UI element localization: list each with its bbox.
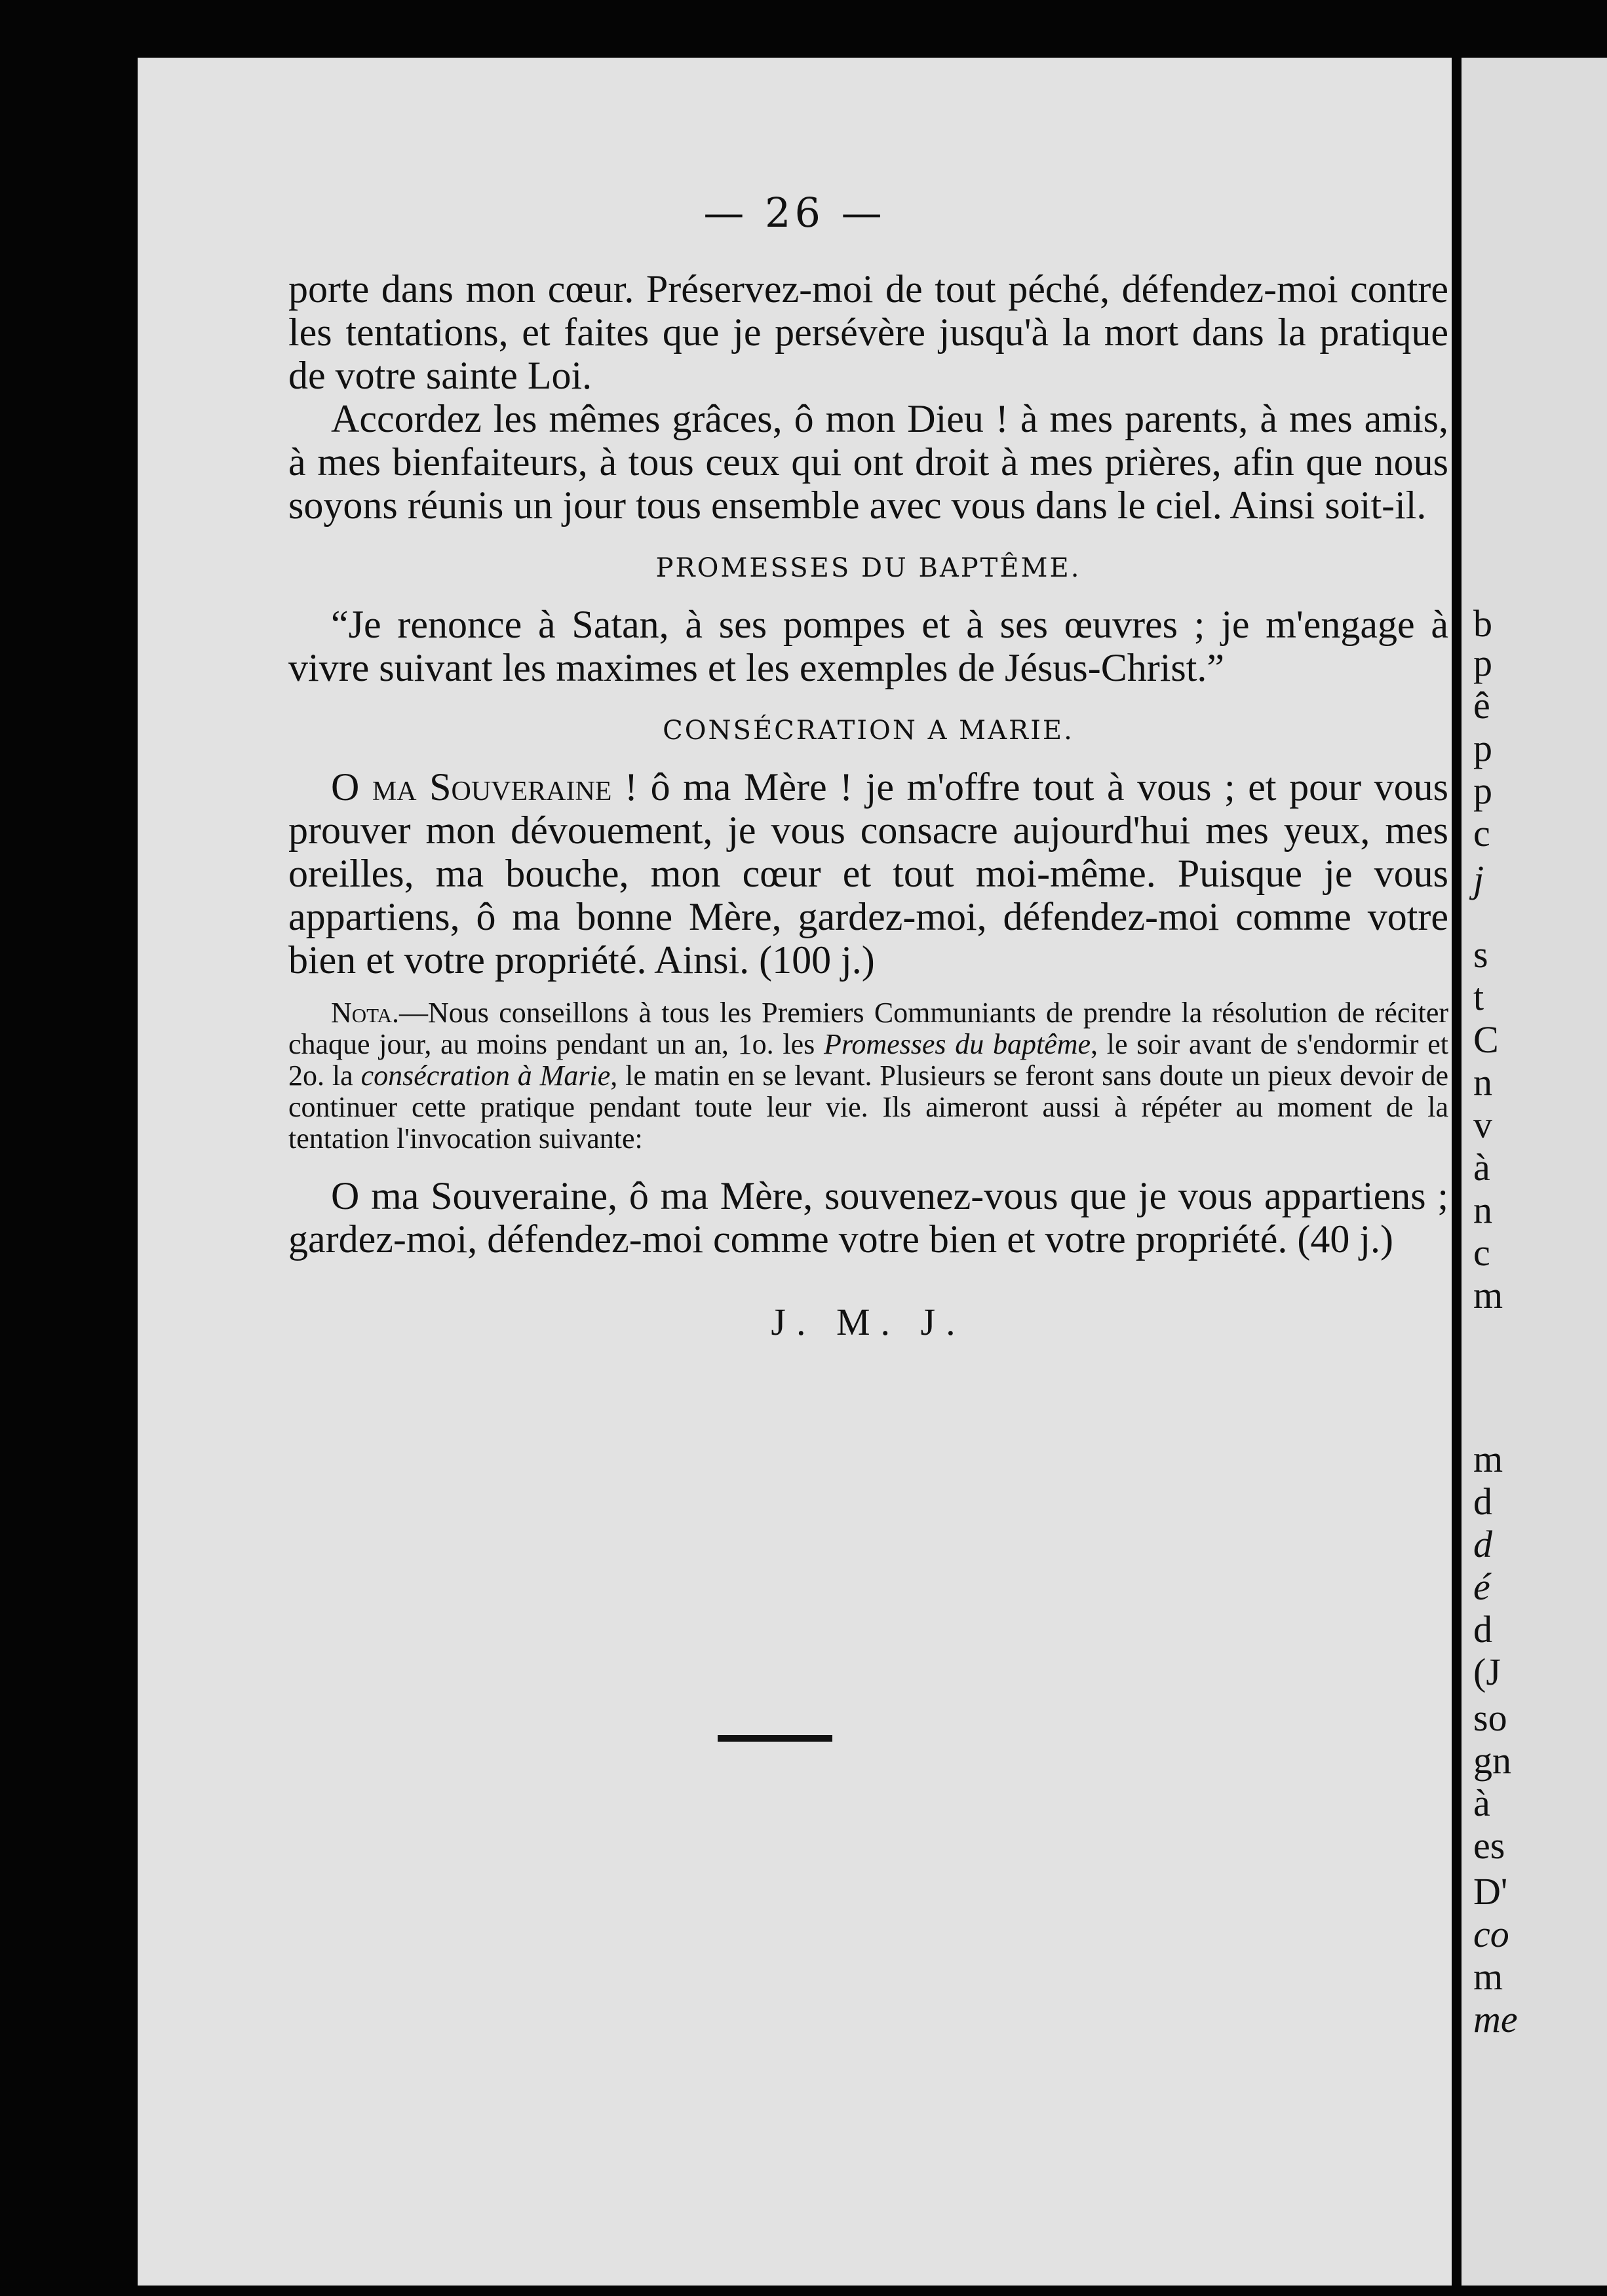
adjacent-page-fragment: m: [1473, 1955, 1503, 1998]
nota-italic-promesses: Promesses du baptême: [823, 1028, 1091, 1060]
end-rule: [718, 1735, 832, 1742]
adjacent-page-fragment: à: [1473, 1146, 1490, 1189]
adjacent-page-fragment: p: [1473, 641, 1492, 684]
adjacent-page-fragment: m: [1473, 1438, 1503, 1480]
nota-text-2: , le soir avant de s'endormir et 2o. la: [288, 1028, 1449, 1092]
adjacent-page-fragment: d: [1473, 1523, 1492, 1565]
adjacent-page-fragment: D': [1473, 1870, 1508, 1913]
adjacent-page-fragment: n: [1473, 1061, 1492, 1103]
adjacent-page-fragment: n: [1473, 1189, 1492, 1231]
nota-italic-consecration: consécration à Marie: [360, 1060, 611, 1092]
paragraph-graces: Accordez les mêmes grâces, ô mon Dieu ! à mes parents, à mes amis, à mes bienfaiteurs, à tous ceux qui ont droit à mes prières, afin que nous soyons réunis un jour tous ensemble avec vous dans le ciel. Ainsi soit-il.: [288, 397, 1448, 527]
adjacent-page-fragment: p: [1473, 769, 1492, 812]
book-page: [138, 58, 1452, 2286]
nota-label: Nota.: [331, 997, 400, 1029]
consecration-lead: O ma Souveraine: [331, 765, 612, 809]
paragraph-consecration: [288, 765, 1448, 982]
adjacent-page-fragment: (J: [1473, 1651, 1501, 1693]
adjacent-page-fragment: à: [1473, 1782, 1490, 1824]
adjacent-page-fragment: d: [1473, 1480, 1492, 1523]
adjacent-page-fragment: c: [1473, 1231, 1490, 1274]
paragraph-promesses: “Je renonce à Satan, à ses pompes et à ses œuvres ; je m'engage à vivre suivant les maximes et les exemples de Jésus-Christ.”: [288, 603, 1448, 689]
adjacent-page-fragment: v: [1473, 1103, 1492, 1146]
page-number: — 26 —: [703, 189, 886, 237]
consecration-text: ! ô ma Mère ! je m'offre tout à vous ; et pour vous prouver mon dévouement, je vous consacre aujourd'hui mes yeux, mes oreilles, ma bouche, mon cœur et tout moi-même. Puisque je vous appartiens, ô ma bonne Mère, gardez-moi, défendez-moi comme votre bien et votre propriété. Ainsi. (100 j.): [288, 765, 1449, 982]
nota-note: [288, 997, 1448, 1155]
heading-promesses: PROMESSES DU BAPTÊME.: [655, 553, 1081, 583]
adjacent-page-fragment: gn: [1473, 1739, 1511, 1782]
signature-jmj: J. M. J.: [771, 1301, 966, 1343]
adjacent-page-fragment: s: [1473, 933, 1488, 976]
adjacent-page-fragment: so: [1473, 1696, 1507, 1739]
adjacent-page-fragment: ê: [1473, 684, 1490, 727]
nota-text-1: —Nous conseillons à tous les Premiers Communiants de prendre la résolution de réciter chaque jour, au moins pendant un an, 1o. les: [288, 997, 1448, 1060]
adjacent-page-fragment: c: [1473, 812, 1490, 854]
heading-consecration: CONSÉCRATION A MARIE.: [663, 716, 1074, 746]
paragraph-invocation: O ma Souveraine, ô ma Mère, souvenez-vous que je vous appartiens ; gardez-moi, défendez-moi comme votre bien et votre propriété. (40 j.): [288, 1174, 1448, 1261]
nota-text-3: , le matin en se levant. Plusieurs se feront sans doute un pieux devoir de continuer cette pratique pendant toute leur vie. Ils aimeront aussi à répéter au moment de la tentation l'invocation suivante:: [288, 1060, 1448, 1155]
adjacent-page-fragment: C: [1473, 1018, 1499, 1061]
paragraph-prayer-end: porte dans mon cœur. Préservez-moi de tout péché, défendez-moi contre les tentations, et faites que je persévère jusqu'à la mort dans la pratique de votre sainte Loi.: [288, 267, 1448, 397]
adjacent-page-fragment: co: [1473, 1913, 1509, 1955]
adjacent-page-fragment: j: [1473, 858, 1484, 900]
adjacent-page-fragment: me: [1473, 1998, 1518, 2040]
adjacent-page-edge: [1462, 58, 1607, 2286]
adjacent-page-fragment: t: [1473, 976, 1484, 1018]
adjacent-page-fragment: b: [1473, 602, 1492, 645]
adjacent-page-fragment: é: [1473, 1565, 1490, 1608]
adjacent-page-fragment: p: [1473, 727, 1492, 769]
adjacent-page-fragment: es: [1473, 1824, 1505, 1867]
adjacent-page-fragment: d: [1473, 1608, 1492, 1651]
adjacent-page-fragment: m: [1473, 1274, 1503, 1316]
page-body: [288, 267, 1448, 1344]
